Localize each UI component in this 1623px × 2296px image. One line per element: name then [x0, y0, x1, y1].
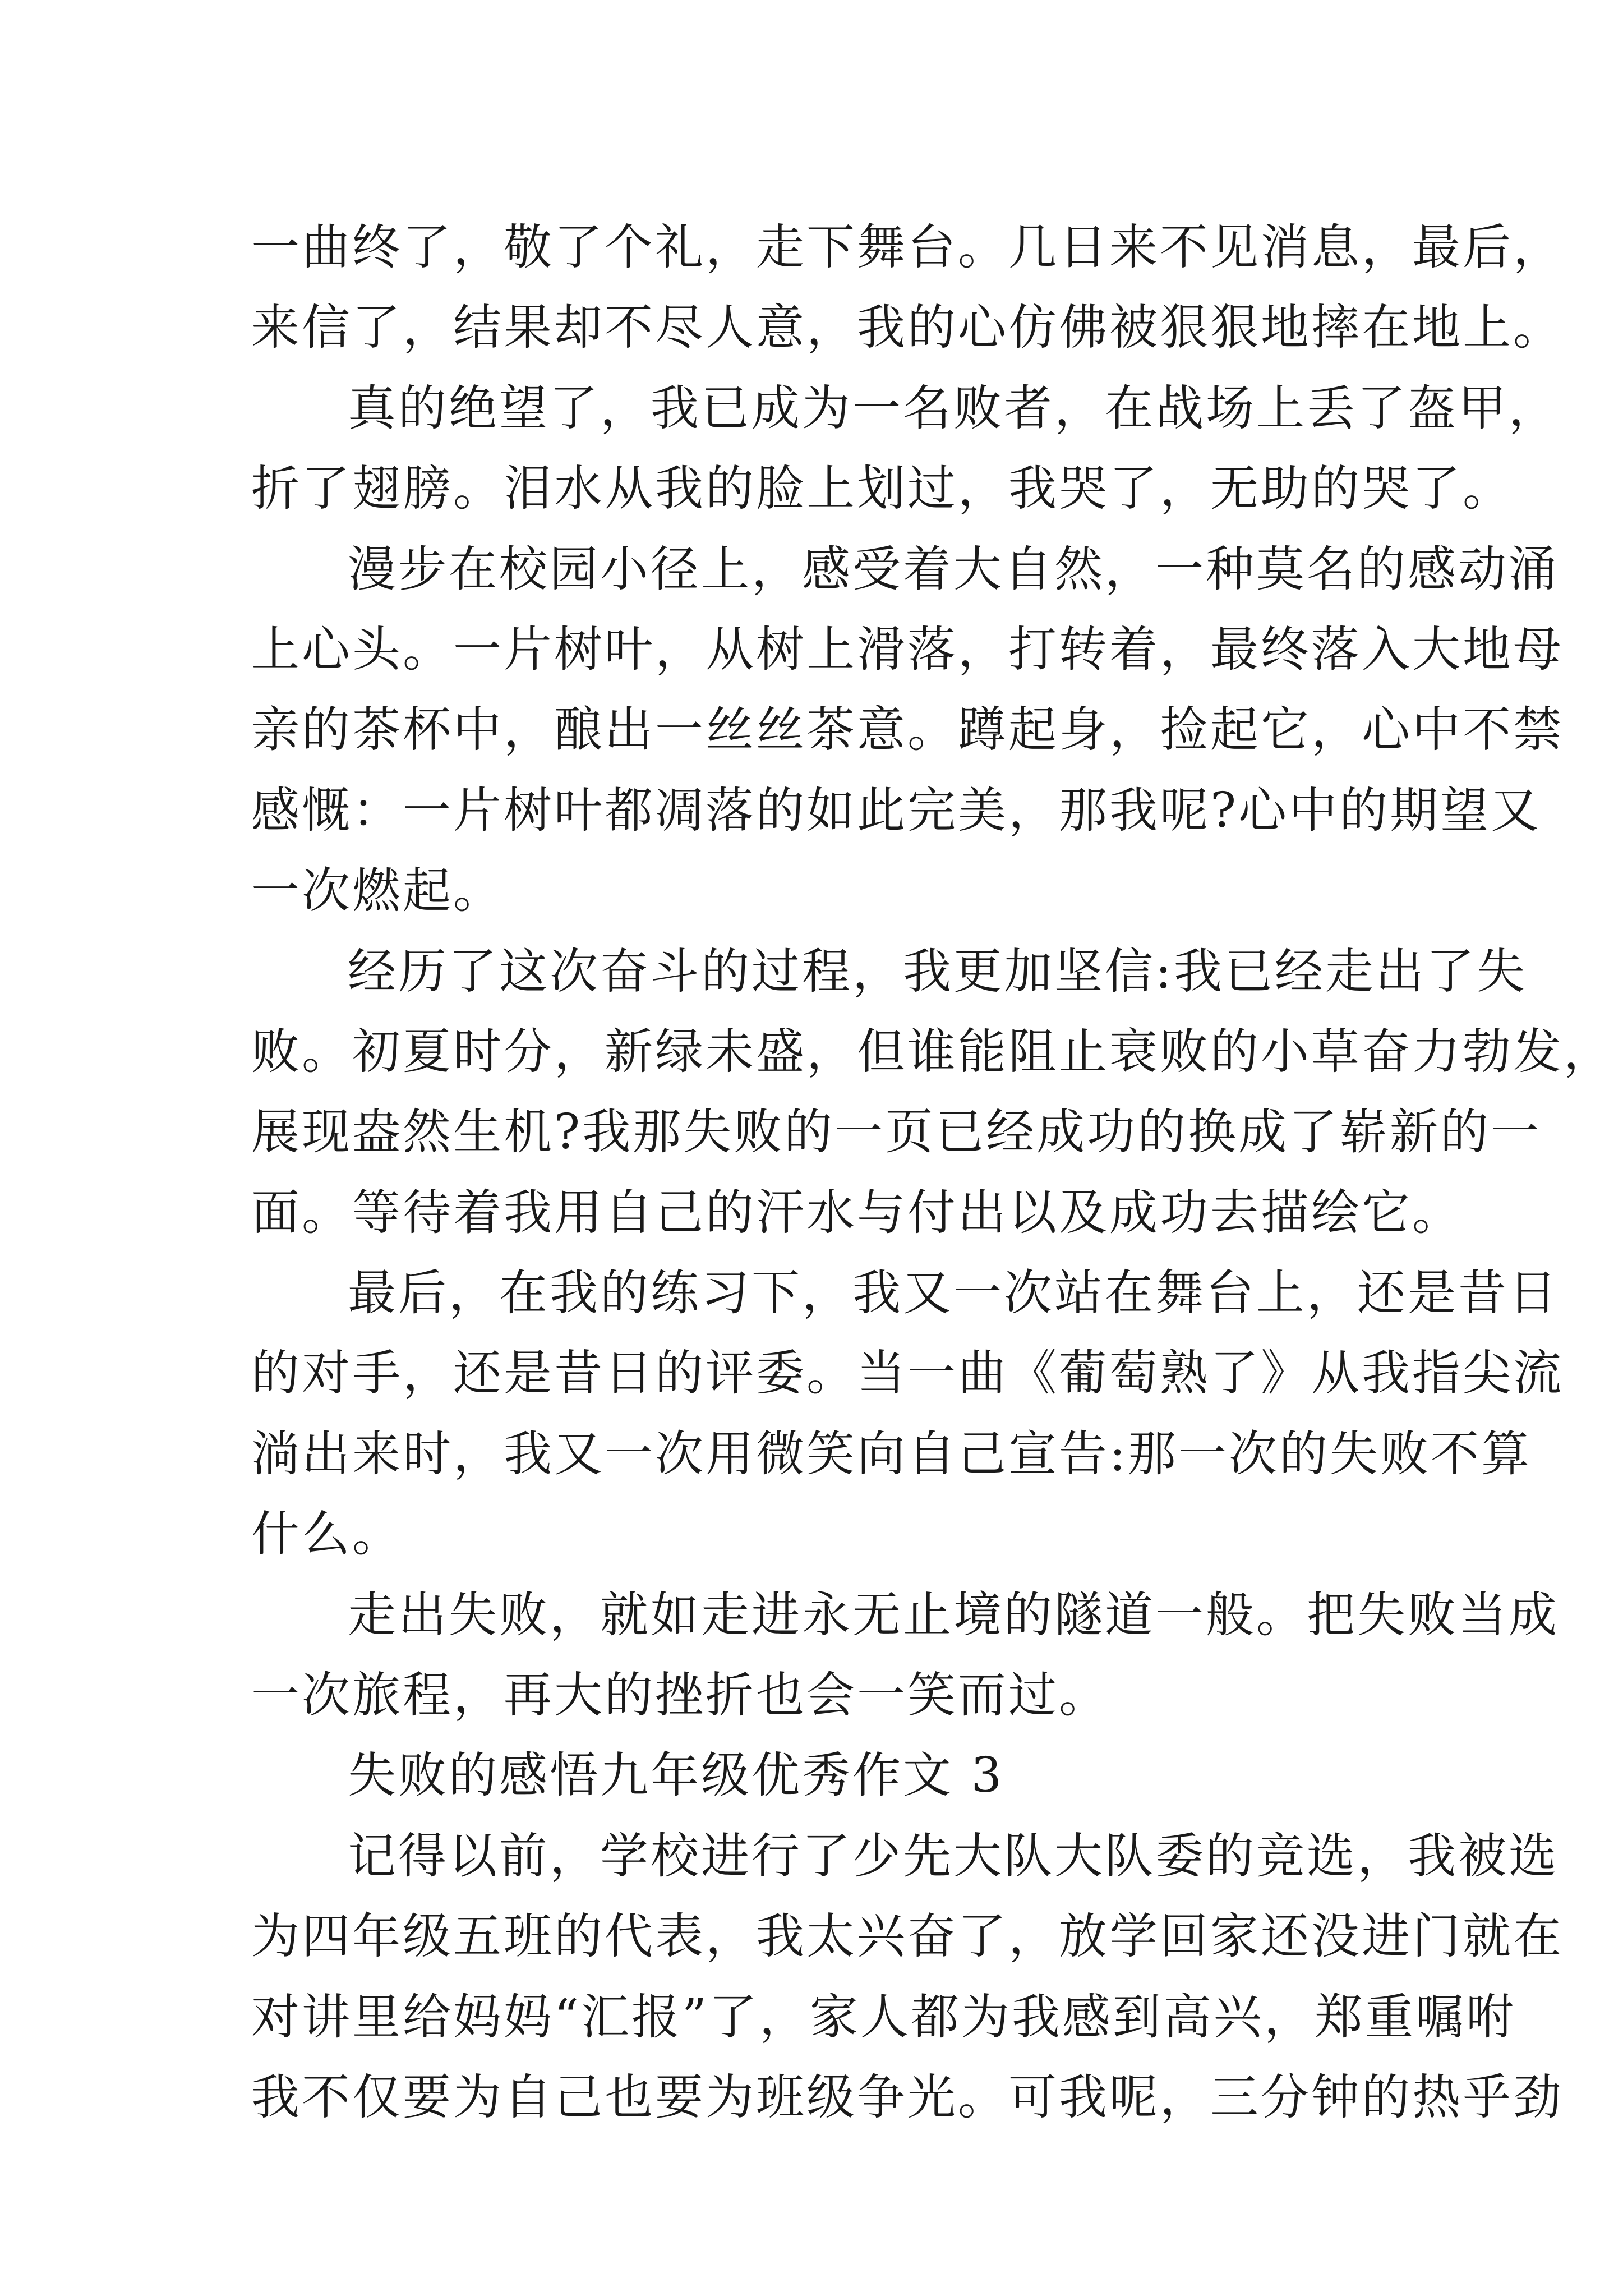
text-line: 败。初夏时分，新绿未盛，但谁能阻止衰败的小草奋力勃发， [251, 1023, 1614, 1080]
text-line: 上心头。一片树叶，从树上滑落，打转着，最终落入大地母 [251, 621, 1564, 678]
text-line: 折了翅膀。泪水从我的脸上划过，我哭了，无助的哭了。 [251, 461, 1513, 517]
text-line: 的对手，还是昔日的评委。当一曲《葡萄熟了》从我指尖流 [251, 1345, 1564, 1402]
text-line: 真的绝望了，我已成为一名败者，在战场上丢了盔甲， [348, 380, 1559, 436]
text-line: 失败的感悟九年级优秀作文 3 [348, 1747, 1004, 1804]
essay-body [251, 208, 1614, 2138]
text-line: 淌出来时，我又一次用微笑向自己宣告:那一次的失败不算 [251, 1425, 1532, 1482]
text-line: 亲的茶杯中，酿出一丝丝茶意。蹲起身，捡起它，心中不禁 [251, 702, 1564, 758]
text-line: 漫步在校园小径上，感受着大自然，一种莫名的感动涌 [348, 541, 1559, 597]
text-line: 走出失败，就如走进永无止境的隧道一般。把失败当成 [348, 1586, 1559, 1643]
text-line: 对讲里给妈妈“汇报”了，家人都为我感到高兴，郑重嘱咐 [251, 1989, 1516, 2045]
text-line: 来信了，结果却不尽人意，我的心仿佛被狠狠地摔在地上。 [251, 300, 1564, 356]
text-line: 为四年级五班的代表，我太兴奋了，放学回家还没进门就在 [251, 1908, 1564, 1965]
text-line: 记得以前，学校进行了少先大队大队委的竞选，我被选 [348, 1828, 1559, 1884]
text-line: 一次旅程，再大的挫折也会一笑而过。 [251, 1667, 1109, 1724]
text-line: 感慨：一片树叶都凋落的如此完美，那我呢?心中的期望又 [251, 782, 1542, 839]
text-line: 面。等待着我用自己的汗水与付出以及成功去描绘它。 [251, 1184, 1463, 1241]
text-line: 一曲终了，敬了个礼，走下舞台。几日来不见消息，最后， [251, 219, 1564, 275]
text-line: 最后，在我的练习下，我又一次站在舞台上，还是昔日 [348, 1265, 1559, 1322]
text-line: 什么。 [251, 1506, 403, 1563]
text-line: 一次燃起。 [251, 863, 504, 919]
text-line: 我不仅要为自己也要为班级争光。可我呢，三分钟的热乎劲 [251, 2069, 1564, 2125]
text-line: 经历了这次奋斗的过程，我更加坚信:我已经走出了失 [348, 943, 1527, 1000]
text-line: 展现盎然生机?我那失败的一页已经成功的换成了崭新的一 [251, 1104, 1542, 1161]
